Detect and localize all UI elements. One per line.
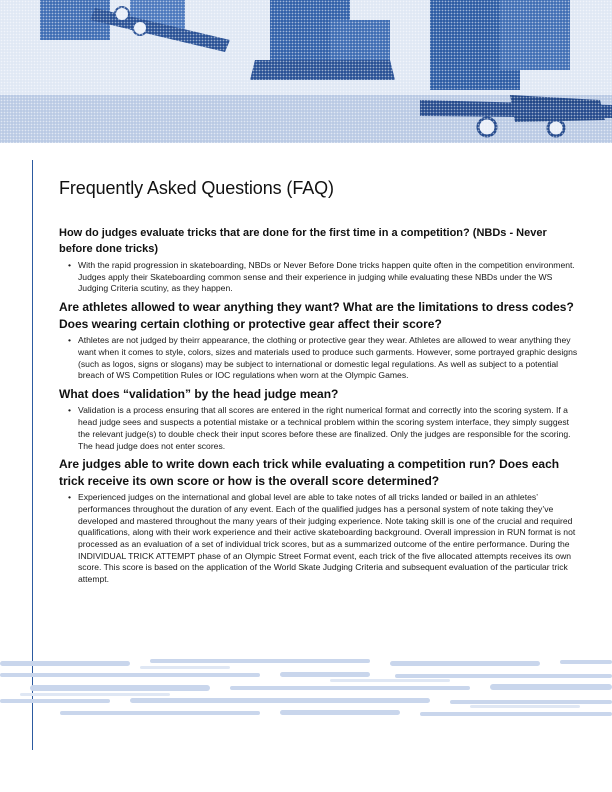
faq-answer-list [59, 335, 579, 382]
hero-image [0, 0, 612, 143]
faq-question: What does “validation” by the head judge mean? [59, 386, 339, 401]
page-title: Frequently Asked Questions (FAQ) [59, 178, 334, 198]
faq-question: How do judges evaluate tricks that are done for the first time in a competition? (NBDs - Never before done tricks) [59, 227, 547, 255]
faq-answer-list [59, 405, 579, 452]
faq-item-note-taking [59, 456, 579, 586]
faq-answer-list [59, 260, 579, 295]
faq-answer-text: Validation is a process ensuring that all scores are entered in the right numerical format and correctly into the scoring system. If a head judge sees and suspects a potential mistake or a technical problem within the scoring system interface, they simply suggest the relevant judge(s) to double check their input scores before these are finalized. Only the judges are responsible for the scoring. The head judge does not enter scores. [78, 405, 571, 451]
decorative-band [0, 655, 612, 725]
faq-answer [68, 335, 579, 382]
faq-item-dress-code [59, 299, 579, 382]
bullet-icon: • [68, 335, 72, 346]
faq-question: Are judges able to write down each trick while evaluating a competition run? Does each trick receive its own score or how is the overall score determined? [59, 457, 560, 488]
faq-question: Are athletes allowed to wear anything they want? What are the limitations to dress codes? Does wearing certain clothing or protective gear affect their score? [59, 300, 574, 331]
bullet-icon: • [68, 405, 72, 416]
faq-answer-text: Athletes are not judged by theirr appearance, the clothing or protective gear they wear. Athletes are allowed to wear anything they want when it comes to style, colors, sizes and materials used to produce such garments. However, some portrayed graphic designs (such as logos, signs or slogans) may be subject to international or domestic legal regulations. As well as subject to a potential breach of WS Competition Rules or IOC regulations when worn at the Olympic Games. [78, 335, 578, 381]
skateboard-photo [0, 0, 612, 143]
bullet-icon: • [68, 492, 72, 503]
faq-answer [68, 260, 579, 295]
faq-answer-list [59, 492, 579, 586]
faq-item-nbd [59, 226, 579, 295]
bullet-icon: • [68, 260, 72, 270]
faq-answer [68, 405, 579, 452]
faq-answer-text: Experienced judges on the international and global level are able to take notes of all tricks landed or bailed in an athletes’ performances throughout the duration of any event. Each of the qualified judges has a personal system of note taking they’ve developed and mastered throughout the many years of their judging experience. Note taking skill is one of the crucial and required qualifications, along with their work experience and their active skateboarding background. Overall impression in RUN format is not processed as an evaluation of a set of individual trick scores, but as a summarized outcome of the entire performance. During the INDIVIDUAL TRICK ATTEMPT phase of an Olympic Street Format event, each trick of the five allocated attempts receives its own score. This score is based on the application of the World Skate Judging Criteria and subsequent evaluation of the particular trick attempt. [78, 492, 576, 585]
speed-lines-graphic [0, 655, 612, 725]
faq-content [59, 178, 579, 590]
faq-item-validation [59, 386, 579, 452]
faq-answer-text: With the rapid progression in skateboarding, NBDs or Never Before Done tricks happen quite often in the competition environment. Judges apply their Skateboarding common sense and their experience in judging while evaluating these NBDs under the WS Judging Criteria scutiny, as they happen. [78, 260, 575, 294]
faq-answer [68, 492, 579, 586]
